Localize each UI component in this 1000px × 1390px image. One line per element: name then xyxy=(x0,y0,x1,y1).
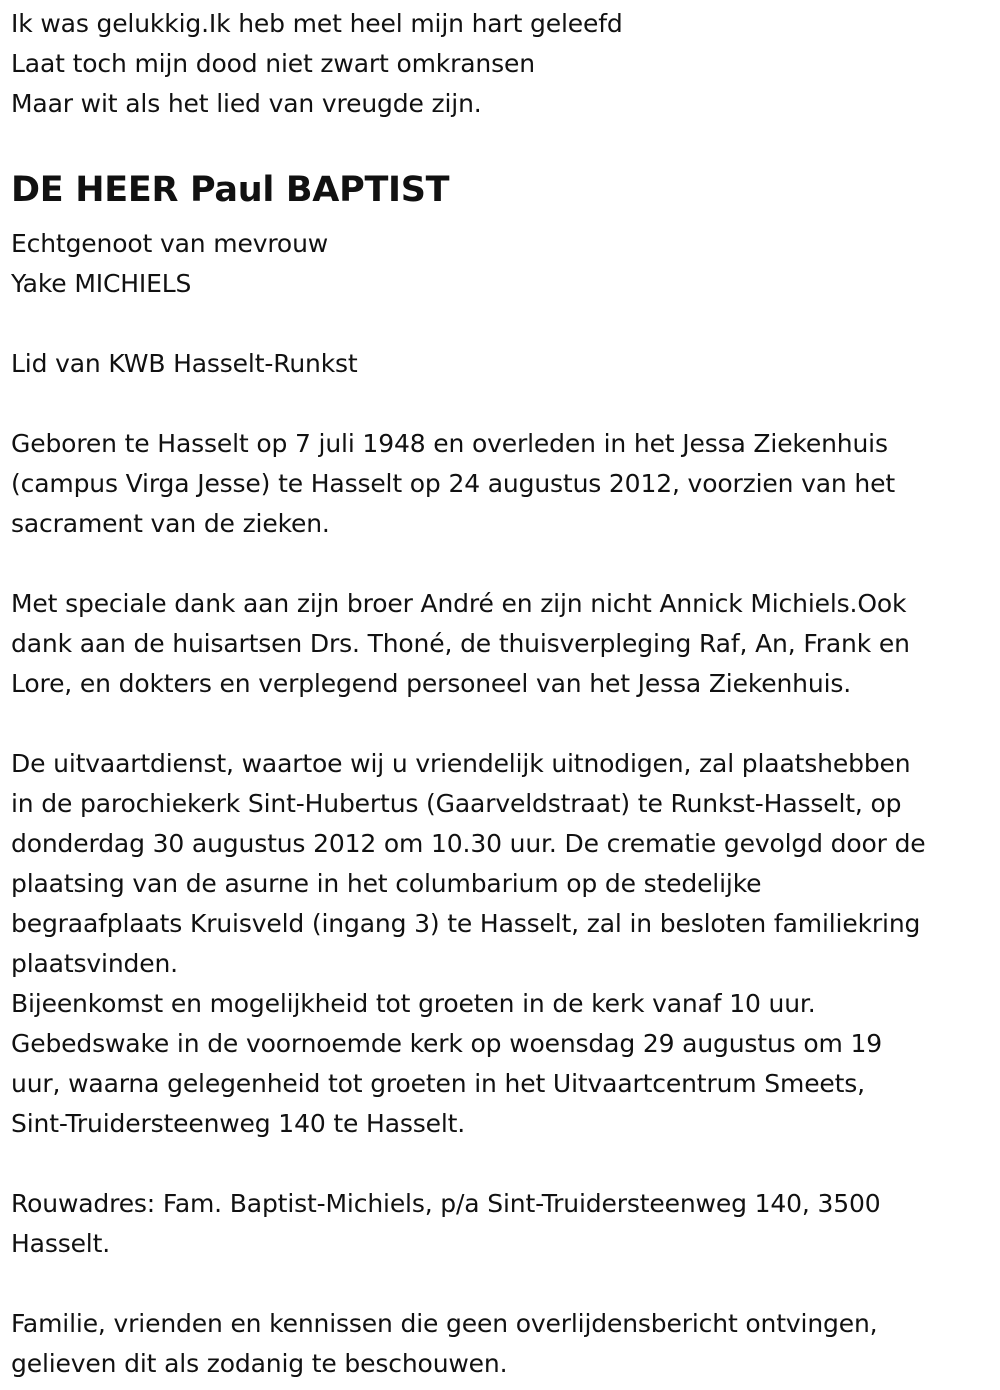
poem xyxy=(11,4,991,124)
funeral-paragraph xyxy=(11,744,991,1144)
paragraph-line: Met speciale dank aan zijn broer André en zijn nicht Annick Michiels.Ook xyxy=(11,589,907,618)
closing-paragraph xyxy=(11,1304,991,1384)
paragraph-line: Rouwadres: Fam. Baptist-Michiels, p/a Sint-Truidersteenweg 140, 3500 xyxy=(11,1189,881,1218)
deceased-name: DE HEER Paul BAPTIST xyxy=(11,170,450,210)
paragraph-line: plaatsvinden. xyxy=(11,949,178,978)
spacer xyxy=(11,544,991,584)
spacer xyxy=(11,1144,991,1184)
spouse-line: Echtgenoot van mevrouw xyxy=(11,229,329,258)
paragraph-line: uur, waarna gelegenheid tot groeten in het Uitvaartcentrum Smeets, xyxy=(11,1069,865,1098)
paragraph-line: plaatsing van de asurne in het columbarium op de stedelijke xyxy=(11,869,762,898)
paragraph-line: Bijeenkomst en mogelijkheid tot groeten in de kerk vanaf 10 uur. xyxy=(11,989,816,1018)
mourning-address xyxy=(11,1184,991,1264)
paragraph-line: (campus Virga Jesse) te Hasselt op 24 augustus 2012, voorzien van het xyxy=(11,469,895,498)
paragraph-line: Sint-Truidersteenweg 140 te Hasselt. xyxy=(11,1109,466,1138)
membership-line: Lid van KWB Hasselt-Runkst xyxy=(11,349,358,378)
thanks-paragraph xyxy=(11,584,991,704)
paragraph-line: Gebedswake in de voornoemde kerk op woensdag 29 augustus om 19 xyxy=(11,1029,882,1058)
paragraph-line: gelieven dit als zodanig te beschouwen. xyxy=(11,1349,508,1378)
poem-line: Ik was gelukkig.Ik heb met heel mijn hart geleefd xyxy=(11,9,623,38)
paragraph-line: begraafplaats Kruisveld (ingang 3) te Hasselt, zal in besloten familiekring xyxy=(11,909,921,938)
paragraph-line: Familie, vrienden en kennissen die geen overlijdensbericht ontvingen, xyxy=(11,1309,878,1338)
paragraph-line: Geboren te Hasselt op 7 juli 1948 en overleden in het Jessa Ziekenhuis xyxy=(11,429,888,458)
paragraph-line: Lore, en dokters en verplegend personeel van het Jessa Ziekenhuis. xyxy=(11,669,852,698)
spacer xyxy=(11,304,991,344)
spacer xyxy=(11,384,991,424)
spouse-block xyxy=(11,224,991,304)
paragraph-line: donderdag 30 augustus 2012 om 10.30 uur. De crematie gevolgd door de xyxy=(11,829,926,858)
poem-line: Maar wit als het lied van vreugde zijn. xyxy=(11,89,482,118)
paragraph-line: Hasselt. xyxy=(11,1229,111,1258)
paragraph-line: in de parochiekerk Sint-Hubertus (Gaarveldstraat) te Runkst-Hasselt, op xyxy=(11,789,902,818)
spacer xyxy=(11,1264,991,1304)
death-notice xyxy=(11,4,991,1384)
paragraph-line: dank aan de huisartsen Drs. Thoné, de thuisverpleging Raf, An, Frank en xyxy=(11,629,910,658)
paragraph-line: De uitvaartdienst, waartoe wij u vriendelijk uitnodigen, zal plaatshebben xyxy=(11,749,911,778)
birth-death-paragraph xyxy=(11,424,991,544)
poem-line: Laat toch mijn dood niet zwart omkransen xyxy=(11,49,535,78)
spouse-line: Yake MICHIELS xyxy=(11,269,192,298)
spacer xyxy=(11,704,991,744)
paragraph-line: sacrament van de zieken. xyxy=(11,509,330,538)
